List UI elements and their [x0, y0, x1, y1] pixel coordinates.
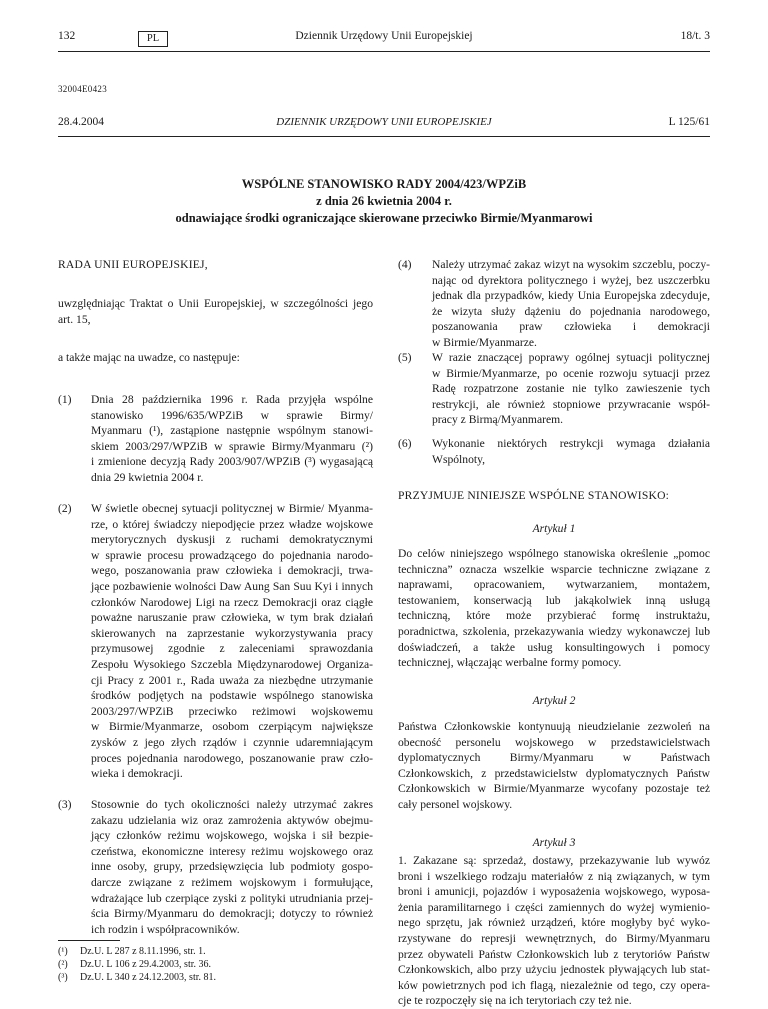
council-heading: RADA UNII EUROPEJSKIEJ, [58, 258, 208, 271]
article-3-text: 1. Zakazane są: sprzedaż, dostawy, przekazywanie lub wywóz broni i wszelkiego rodzaju materiałów z nią związanych, w tym broni i amunicji, pojazdów i wyposażenia wojskowego, wyposa- żenia paramilitarnego i części zamiennych do wyżej wymienio- nego sprzętu, jak również urządzeń, które mogłyby być wyko- rzystywane do represji wewnętrznych, do Birmy/Myanmaru przez obywateli Państw Członkowskich lub z terytoriów Państw Członkowskich, albo przy użyciu jednostek pływających lub stat- ków powietrznych pod ich flagą, niezależnie od tego, czy opera- cje te rozpoczęły się na ich terytoriach czy też nie. [398, 854, 710, 1008]
language-badge: PL [138, 31, 168, 47]
footnote-text: Dz.U. L 340 z 24.12.2003, str. 81. [80, 972, 217, 983]
recital-number: (6) [398, 437, 412, 450]
article-heading: Artykuł 3 [532, 836, 576, 849]
article-1-text: Do celów niniejszego wspólnego stanowiska określenie „pomoc techniczna” oznacza wszelkie wsparcie techniczne związane z naprawami, opracowaniem, wytwarzaniem, montażem, testowaniem, konserwacją lub jakąkolwiek inną usługą techniczną, które może przybierać formę instruktażu, poradnictwa, szkolenia, przekazywania wiedzy wykonawczej lub doświadczeń, a także usług konsultingowych i pomocy technicznej, włączając werbalne formy pomocy. [398, 547, 710, 670]
recital-2: W świetle obecnej sytuacji politycznej w Birmie/ Myanma- rze, o której świadczy niepodjęcie przez władze wojskowe merytorycznych dyskusji z ruchami demokratycznymi w sprawie procesu prowadzącego do pojednania narodo- wego, poszanowania praw człowieka i demokracji, trwa- jące pozbawienie wolności Daw Aung San Suu Kyi i innych członków Narodowej Ligi na rzecz Demokracji oraz ciągłe poważne naruszanie praw człowieka, w tym brak działań skierowanych na zaprzestanie wykorzystywania pracy przymusowej zgodnie z zaleceniami sprawozdania Zespołu Wysokiego Szczebla Międzynarodowej Organiza- cji Pracy z 2001 r., Rada uważa za niezbędne utrzymanie środków podjętych na podstawie wspólnego stanowiska 2003/297/WPZiB przeciwko reżimowi wojskowemu w Birmie/Myanmarze, osobom czerpiącym największe zysków z jego złych rządów i czynnie udaremniającym proces pojednania narodowego, poszanowanie praw czło- wieka i demokracji. [91, 502, 373, 781]
footnote-text: Dz.U. L 287 z 8.11.1996, str. 1. [80, 946, 206, 957]
journal-title: Dziennik Urzędowy Unii Europejskiej [295, 30, 473, 42]
recital-6: Wykonanie niektórych restrykcji wymaga działania Wspólnoty, [432, 437, 710, 466]
header-rule [58, 51, 710, 52]
having-regard: uwzględniając Traktat o Unii Europejskiej, w szczególności jego art. 15, [58, 297, 373, 326]
document-title: WSPÓLNE STANOWISKO RADY 2004/423/WPZiB [241, 177, 527, 191]
footnote-mark: (²) [58, 959, 68, 970]
recital-number: (5) [398, 351, 412, 364]
whereas-intro: a także mając na uwadze, co następuje: [58, 351, 240, 364]
article-heading: Artykuł 1 [532, 522, 576, 535]
recital-1: Dnia 28 października 1996 r. Rada przyjęła wspólne stanowisko 1996/635/WPZiB w sprawie Birmy/ Myanmaru (¹), zastąpione następnie wspólnym stanowi- skiem 2003/297/WPZiB w sprawie Birmy/Myanmaru (²) i zmienione decyzją Rady 2003/907/WPZiB (³) wygasającą dnia 29 kwietnia 2004 r. [91, 393, 373, 484]
recital-number: (3) [58, 798, 72, 811]
adoption-clause: PRZYJMUJE NINIEJSZE WSPÓLNE STANOWISKO: [398, 489, 670, 502]
footnote-rule [58, 940, 120, 941]
series-ref: L 125/61 [668, 116, 710, 128]
footnote-mark: (¹) [58, 946, 68, 957]
document-date: z dnia 26 kwietnia 2004 r. [316, 194, 452, 208]
article-heading: Artykuł 2 [532, 694, 576, 707]
document-subject: odnawiające środki ograniczające skierowane przeciwko Birmie/Myanmarowi [175, 211, 593, 225]
recital-number: (1) [58, 393, 72, 406]
recital-3: Stosownie do tych okoliczności należy utrzymać zakres zakazu udzielania wiz oraz zamrożenia aktywów obejmu- jący członków reżimu wojskowego, wojska i sił bezpie- czeństwa, ekonomiczne interesy reżimu wojskowego oraz inne osoby, grupy, przedsięwzięcia lub podmioty gospo- darcze związane z reżimem wojskowym i formułujące, wdrażające lub czerpiące zyski z polityki utrudniania przej- ścia Birmy/Myanmaru do demokracji; dotyczy to również ich rodzin i współpracowników. [91, 798, 373, 936]
publication-date: 28.4.2004 [58, 116, 104, 128]
page-number: 132 [58, 30, 76, 42]
volume-ref: 18/t. 3 [680, 30, 710, 42]
journal-title-caps: DZIENNIK URZĘDOWY UNII EUROPEJSKIEJ [276, 116, 492, 128]
footnote-mark: (³) [58, 972, 68, 983]
date-rule [58, 136, 710, 137]
recital-number: (2) [58, 502, 72, 515]
celex-number: 32004E0423 [58, 84, 107, 94]
recital-number: (4) [398, 258, 412, 271]
article-2-text: Państwa Członkowskie kontynuują nieudzielanie zezwoleń na obecność personelu wojskowego w przedstawicielstwach dyplomatycznych Birmy/Myanmaru w Państwach Członkowskich, z przedstawicielstw dyplomatycznych Państw Członkowskich w Birmie/Myanmarze wycofany pozostaje też cały personel wojskowy. [398, 720, 710, 811]
recital-5: W razie znaczącej poprawy ogólnej sytuacji politycznej w Birmie/Myanmarze, po ocenie rozwoju sytuacji przez Radę rozpatrzone zostanie nie tylko zawieszenie tych restrykcji, ale również stopniowe przywracanie współ- pracy z Birmą/Myanmarem. [432, 351, 710, 427]
recital-4: Należy utrzymać zakaz wizyt na wysokim szczeblu, poczy- nając od dyrektora politycznego i wyżej, bez uszczerbku jednak dla przypadków, kiedy Unia Europejska zdecyduje, że wizyta służy dążeniu do pojednania narodowego, poszanowania praw człowieka i demokracji w Birmie/Myanmarze. [432, 258, 710, 349]
footnote-text: Dz.U. L 106 z 29.4.2003, str. 36. [80, 959, 212, 970]
